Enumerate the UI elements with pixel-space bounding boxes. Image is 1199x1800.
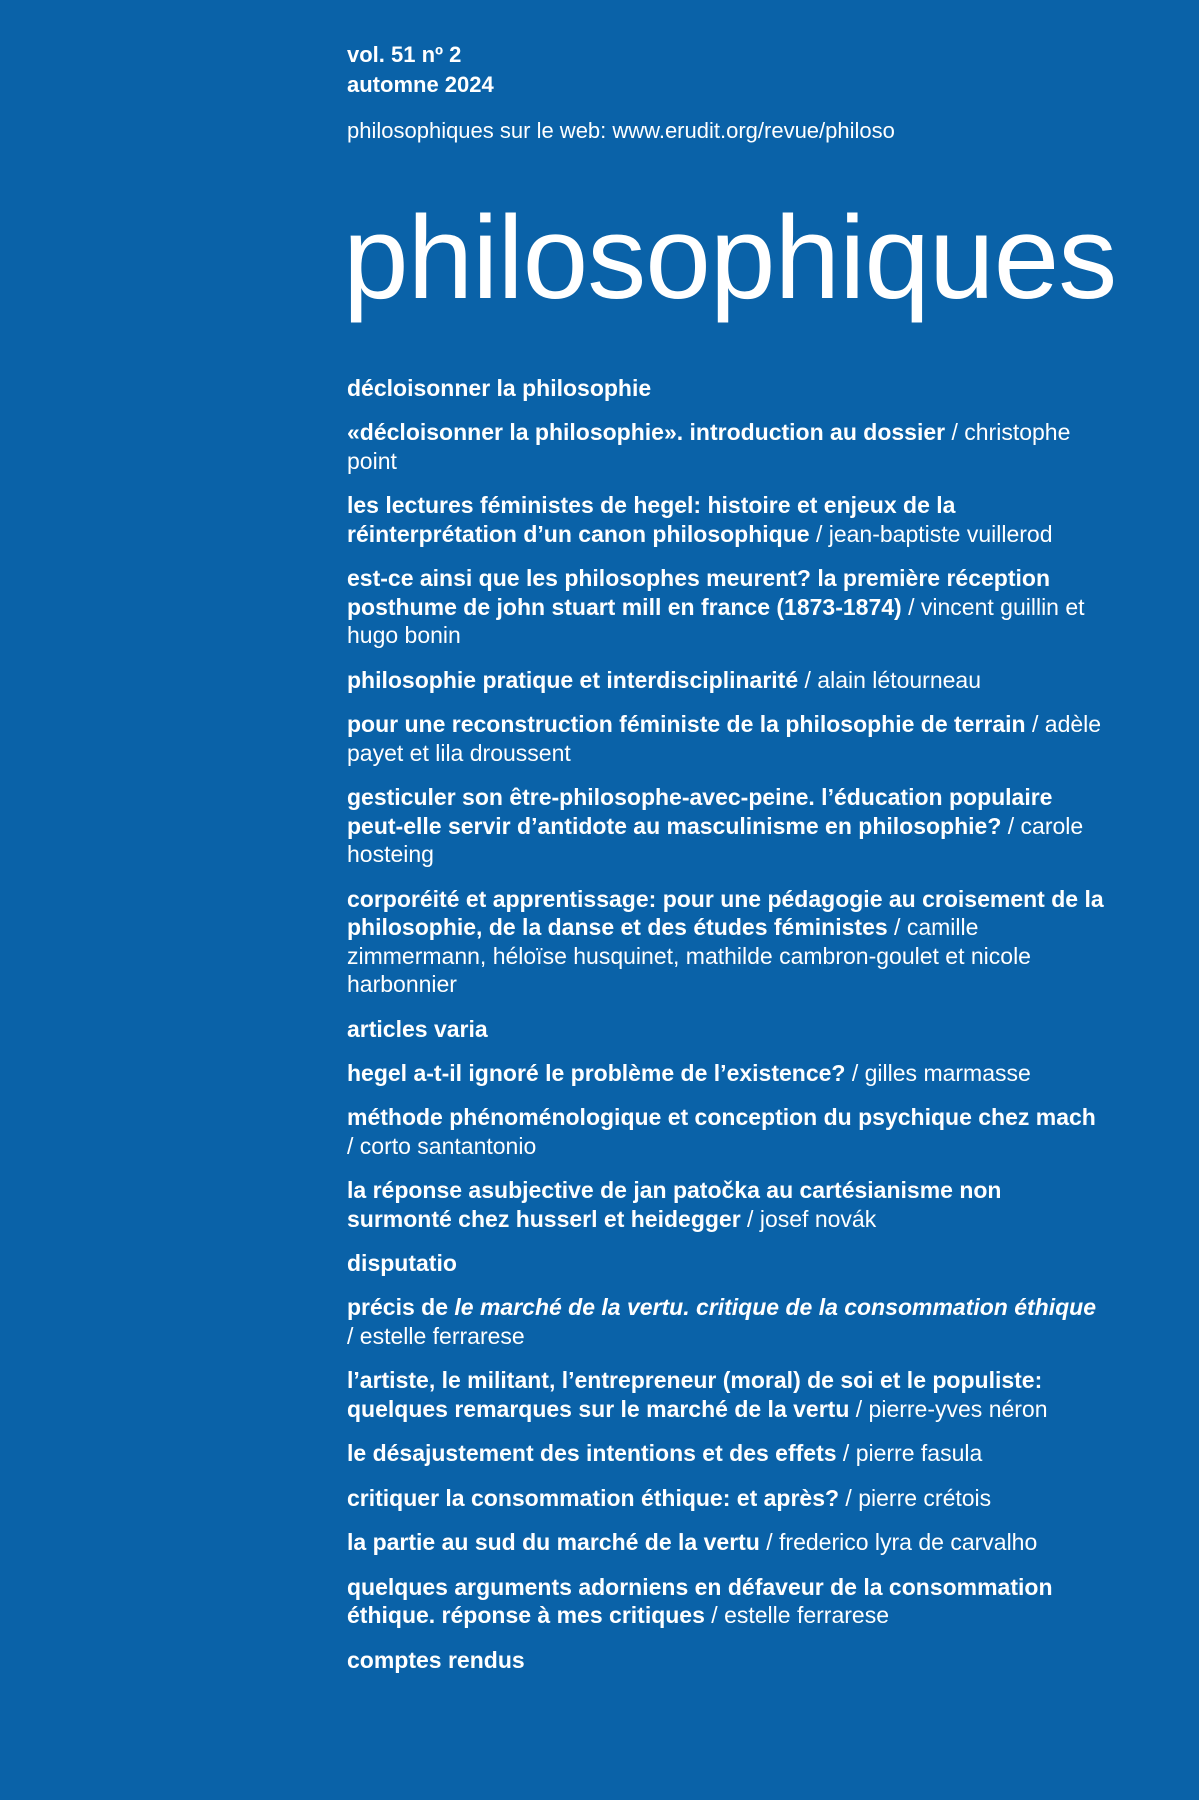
entry-separator: / [704,1602,725,1628]
toc-entry [347,885,1107,999]
entry-title-text: pour une reconstruction féministe de la philosophie de terrain [347,711,1026,737]
entry-separator: / [901,593,921,620]
entry-authors: adèle payet et lila droussent [347,711,1102,766]
entry-separator: / [836,1440,856,1466]
section-title: disputatio [347,1250,457,1276]
cover-content [343,40,1117,1690]
entry-authors: gilles marmasse [864,1059,1031,1086]
issue-season: automne 2024 [347,72,494,97]
table-of-contents [347,374,1107,1674]
entry-title [347,886,1104,941]
entry-title [347,1485,839,1511]
entry-title-text: la réponse asubjective de jan patočka au cartésianisme non surmonté chez husserl et heidegger [347,1177,1002,1232]
entry-authors: pierre-yves néron [868,1395,1048,1422]
entry-authors: alain létourneau [817,666,981,693]
entry-title [347,1440,837,1466]
entry-title-text: méthode phénoménologique et conception du psychique chez mach [347,1104,1096,1130]
entry-title [347,667,798,693]
entry-title-text: critiquer la consommation éthique: et après? [347,1484,840,1511]
toc-entry [347,1528,1107,1557]
entry-title-text: le désajustement des intentions et des effets [347,1440,837,1466]
entry-authors: estelle ferrarese [359,1322,525,1349]
entry-authors: corto santantonio [359,1132,537,1159]
entry-separator: / [839,1484,859,1511]
entry-title-text: les lectures féministes de hegel: histoire et enjeux de la réinterprétation d’un canon philosophique [347,492,956,547]
entry-title-prefix: précis de [347,1294,455,1320]
entry-separator: / [845,1059,865,1086]
entry-title [347,1294,1096,1320]
entry-authors: estelle ferrarese [724,1602,889,1628]
entry-title-text: corporéité et apprentissage: pour une pédagogie au croisement de la philosophie, de la danse et des études féministes [347,885,1104,940]
entry-title [347,784,1052,839]
entry-separator: / [740,1205,760,1232]
entry-authors: carole hosteing [347,812,1084,867]
toc-entry [347,1293,1107,1350]
entry-title-text: philosophie pratique et interdisciplinarité [347,666,799,693]
entry-separator: / [1001,812,1021,839]
section-title: comptes rendus [347,1646,525,1673]
entry-title [347,1529,760,1555]
toc-entry [347,666,1107,695]
entry-authors: camille zimmermann, héloïse husquinet, mathilde cambron-goulet et nicole harbonnier [347,914,1031,997]
entry-title-text: la partie au sud du marché de la vertu [347,1529,760,1555]
entry-title-text: est-ce ainsi que les philosophes meurent? la première réception posthume de john stuart mill en france (1873-1874) [347,565,1050,620]
toc-entry [347,1484,1107,1513]
entry-title-text: hegel a-t-il ignoré le problème de l’existence? [347,1059,846,1086]
entry-separator: / [798,666,818,693]
toc-entry [347,1176,1107,1233]
entry-authors: pierre fasula [855,1440,983,1466]
entry-title [347,1060,845,1086]
entry-separator: / [1025,711,1045,737]
toc-entry [347,418,1107,475]
entry-authors: christophe point [347,419,1071,474]
entry-title-text: gesticuler son être-philosophe-avec-peine. l’éducation populaire peut-elle servir d’antidote au masculinisme en philosophie? [347,784,1053,839]
toc-entry [347,491,1107,548]
toc-entry [347,710,1107,767]
entry-title-text: le marché de la vertu. critique de la consommation éthique [454,1294,1097,1320]
section-title: décloisonner la philosophie [347,375,652,401]
entry-title [347,1177,1001,1232]
issue-volume: vol. 51 nº 2 [347,42,462,67]
toc-entry [347,1366,1107,1423]
toc-entry [347,783,1107,869]
web-address: philosophiques sur le web: www.erudit.org/revue/philoso [347,118,895,143]
entry-title-text: l’artiste, le militant, l’entrepreneur (moral) de soi et le populiste: quelques remarques sur le marché de la vertu [347,1367,1043,1422]
entry-separator: / [347,1132,360,1159]
entry-separator: / [849,1395,869,1422]
toc-entry [347,564,1107,650]
entry-authors: frederico lyra de carvalho [779,1529,1038,1555]
entry-title-text: «décloisonner la philosophie». introduction au dossier [347,419,946,445]
journal-title: philosophiques [343,192,1117,324]
entry-separator: / [945,419,965,445]
toc-entry [347,1059,1107,1088]
entry-title [347,419,945,445]
entry-separator: / [887,914,907,940]
entry-title [347,1104,1096,1130]
toc-entry [347,1573,1107,1630]
toc-entry [347,1439,1107,1468]
entry-authors: jean-baptiste vuillerod [828,520,1053,547]
entry-title-text: quelques arguments adorniens en défaveur de la consommation éthique. réponse à mes critiques [347,1573,1053,1628]
entry-authors: vincent guillin et hugo bonin [347,593,1085,648]
entry-separator: / [809,520,829,547]
entry-authors: josef novák [759,1205,877,1232]
section-title: articles varia [347,1015,488,1042]
entry-title [347,711,1026,737]
entry-separator: / [759,1529,780,1555]
entry-title [347,1574,1053,1629]
toc-entry [347,1103,1107,1160]
entry-authors: pierre crétois [858,1484,992,1511]
entry-separator: / [347,1322,360,1349]
